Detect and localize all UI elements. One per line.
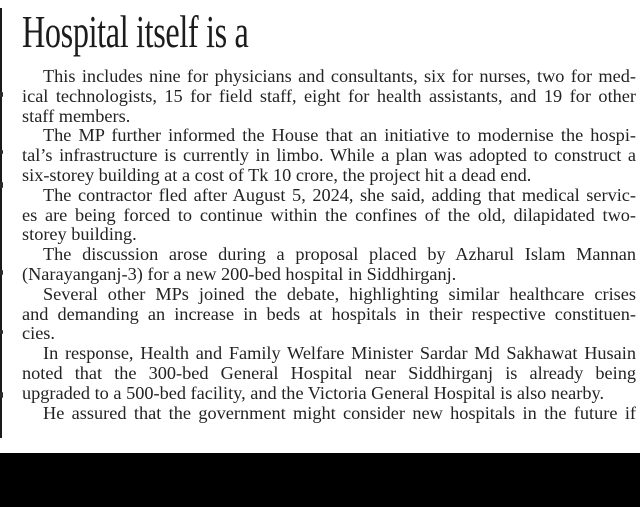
body-line: and demanding an increase in beds at hospitals in their respective constituen-: [22, 303, 636, 324]
body-line: six-storey building at a cost of Tk 10 crore, the project hit a dead end.: [22, 164, 532, 185]
article-body: [22, 67, 636, 423]
body-line: cies.: [22, 323, 55, 344]
body-line: The MP further informed the House that an initiative to modernise the hospi-: [43, 125, 636, 146]
body-line: staff members.: [22, 105, 131, 126]
headline: Hospital itself is a: [22, 6, 249, 57]
body-line: The contractor fled after August 5, 2024, she said, adding that medical servic-: [43, 184, 636, 205]
body-line: (Narayanganj-3) for a new 200-bed hospital in Siddhirganj.: [22, 263, 457, 284]
body-line: upgraded to a 500-bed facility, and the Victoria General Hospital is also nearby.: [22, 382, 605, 403]
body-line: ical technologists, 15 for field staff, eight for health assistants, and 19 for other: [22, 85, 636, 106]
body-line: This includes nine for physicians and consultants, six for nurses, two for med-: [43, 66, 636, 86]
body-line: He assured that the government might consider new hospitals in the future if: [43, 402, 636, 423]
body-line: Several other MPs joined the debate, highlighting similar healthcare crises: [43, 283, 636, 304]
body-line: es are being forced to continue within the confines of the old, dilapidated two-: [22, 204, 636, 225]
body-line: The discussion arose during a proposal placed by Azharul Islam Mannan: [43, 244, 636, 265]
column-rule: [0, 8, 2, 438]
body-line: tal’s infrastructure is currently in limbo. While a plan was adopted to construct a: [22, 145, 636, 166]
body-line: noted that the 300-bed General Hospital near Siddhirganj is already being: [22, 362, 636, 383]
black-border: [0, 453, 640, 507]
body-line: In response, Health and Family Welfare Minister Sardar Md Sakhawat Husain: [43, 343, 636, 364]
body-line: storey building.: [22, 224, 137, 245]
